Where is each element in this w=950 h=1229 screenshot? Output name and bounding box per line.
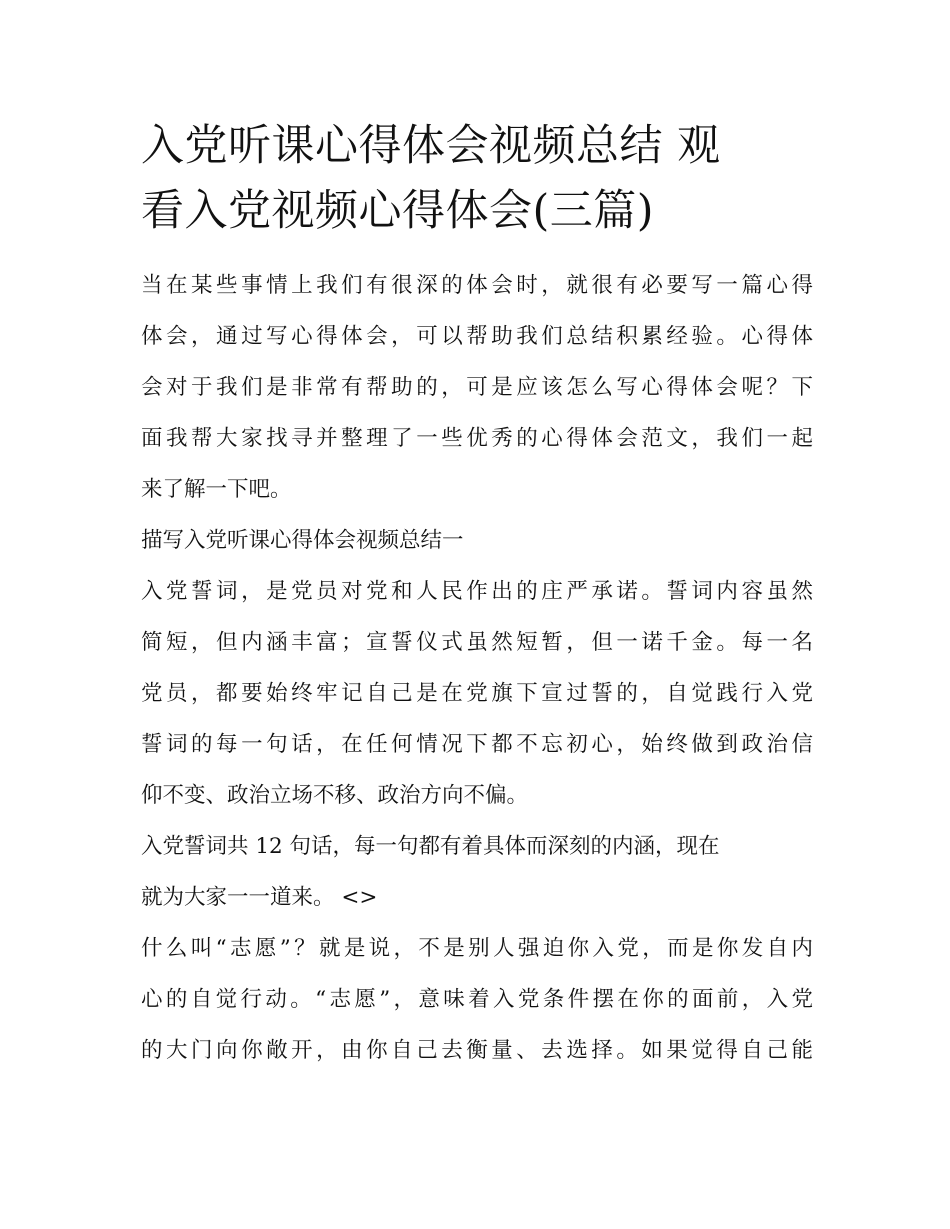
text-line: 来了解一下吧。 <box>141 477 292 502</box>
text-line: 心的自觉行动。“志愿”，意味着入党条件摆在你的面前，入党 <box>141 987 813 1012</box>
text-line: 描写入党听课心得体会视频总结一 <box>141 528 464 553</box>
text-line: 就为大家一一道来。 <> <box>141 885 378 910</box>
text-line: 入党誓词共 12 句话，每一句都有着具体而深刻的内涵，现在 <box>141 834 720 859</box>
text-line: 党员，都要始终牢记自己是在党旗下宣过誓的，自觉践行入党 <box>141 681 813 706</box>
document-content <box>141 114 813 1076</box>
document-body <box>141 260 813 1076</box>
body-paragraph <box>141 923 813 1076</box>
text-line: 当在某些事情上我们有很深的体会时，就很有必要写一篇心得 <box>141 273 813 298</box>
text-line: 体会，通过写心得体会，可以帮助我们总结积累经验。心得体 <box>141 324 813 349</box>
text-line: 入党誓词，是党员对党和人民作出的庄严承诺。誓词内容虽然 <box>141 579 813 604</box>
intro-paragraph <box>141 260 813 515</box>
text-line: 会对于我们是非常有帮助的，可是应该怎么写心得体会呢？下 <box>141 375 813 400</box>
text-line: 面我帮大家找寻并整理了一些优秀的心得体会范文，我们一起 <box>141 426 813 451</box>
title-line: 看入党视频心得体会(三篇) <box>141 186 655 236</box>
text-line: 仰不变、政治立场不移、政治方向不偏。 <box>141 783 529 808</box>
section-heading <box>141 515 813 566</box>
document-title <box>141 114 813 244</box>
text-line: 的大门向你敞开，由你自己去衡量、去选择。如果觉得自己能 <box>141 1038 813 1063</box>
text-line: 什么叫“志愿”？就是说，不是别人强迫你入党，而是你发自内 <box>141 936 813 961</box>
text-line: 简短，但内涵丰富；宣誓仪式虽然短暂，但一诺千金。每一名 <box>141 630 813 655</box>
body-paragraph <box>141 566 813 821</box>
text-line: 誓词的每一句话，在任何情况下都不忘初心，始终做到政治信 <box>141 732 813 757</box>
body-paragraph <box>141 821 813 923</box>
title-line: 入党听课心得体会视频总结 观 <box>141 121 721 171</box>
